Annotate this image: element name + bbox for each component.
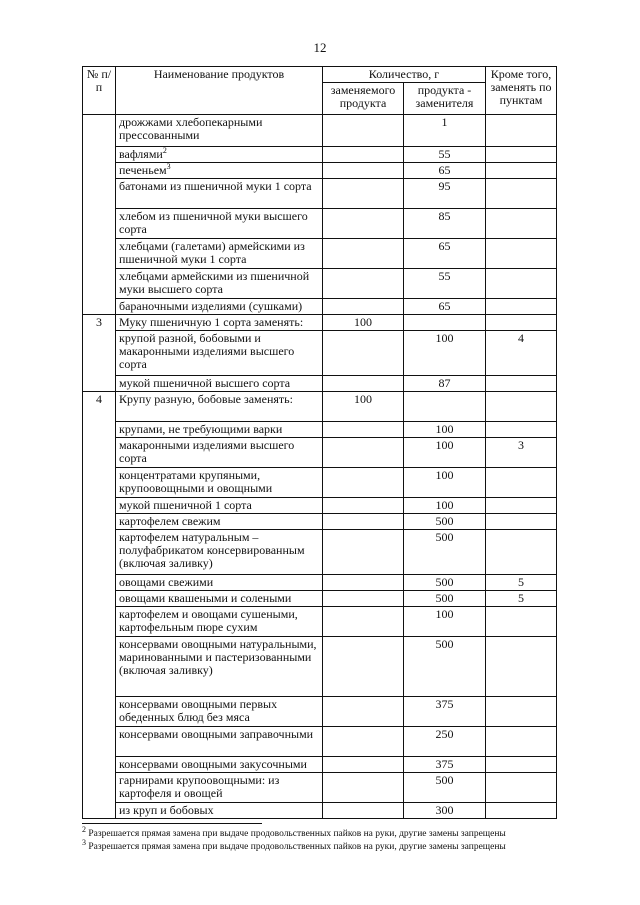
cell-substitute: 500 [404,591,486,607]
cell-besides [486,757,557,773]
product-name: консервами овощными закусочными [119,757,307,771]
table-row [83,392,557,422]
table-body [83,115,557,819]
cell-besides [486,315,557,331]
cell-replaced [323,209,404,239]
cell-substitute: 100 [404,468,486,498]
cell-name [116,803,323,819]
product-name: дрожжами хлебопекарными прессованными [119,115,263,142]
cell-replaced [323,530,404,575]
footnote-ref: 3 [166,162,171,171]
table-row [83,299,557,315]
cell-replaced: 100 [323,392,404,422]
cell-substitute: 55 [404,147,486,163]
cell-substitute: 375 [404,697,486,727]
cell-replaced [323,607,404,637]
cell-name [116,498,323,514]
header-besides: Кроме того, заменять по пунктам [486,67,557,115]
cell-substitute: 65 [404,299,486,315]
cell-besides [486,239,557,269]
cell-replaced [323,269,404,299]
cell-name [116,147,323,163]
header-name: Наименование продуктов [116,67,323,115]
table-row [83,498,557,514]
product-name: концентратами крупяными, крупоовощными и овощными [119,468,273,495]
cell-substitute: 65 [404,239,486,269]
cell-besides: 4 [486,331,557,376]
cell-substitute: 500 [404,514,486,530]
cell-besides: 3 [486,438,557,468]
cell-substitute: 55 [404,269,486,299]
cell-besides [486,803,557,819]
table-row [83,591,557,607]
cell-name [116,422,323,438]
cell-name [116,376,323,392]
cell-substitute [404,392,486,422]
cell-name [116,299,323,315]
cell-replaced [323,697,404,727]
header-substitute: продукта - заменителя [404,83,486,115]
table-row [83,530,557,575]
cell-besides [486,637,557,697]
product-name: печеньем [119,163,167,177]
cell-name [116,468,323,498]
table-row [83,422,557,438]
cell-replaced [323,591,404,607]
table-row [83,773,557,803]
cell-besides [486,209,557,239]
cell-substitute: 500 [404,575,486,591]
cell-replaced [323,514,404,530]
cell-name [116,331,323,376]
cell-substitute: 85 [404,209,486,239]
header-replaced: заменяемого продукта [323,83,404,115]
cell-replaced [323,422,404,438]
table-row [83,147,557,163]
cell-substitute: 500 [404,773,486,803]
product-name: бараночными изделиями (сушками) [119,299,303,313]
cell-replaced [323,299,404,315]
cell-substitute: 300 [404,803,486,819]
cell-no [83,115,116,315]
table-row [83,727,557,757]
cell-replaced [323,376,404,392]
cell-besides [486,299,557,315]
cell-replaced [323,727,404,757]
cell-besides: 5 [486,591,557,607]
cell-replaced [323,575,404,591]
cell-substitute: 100 [404,331,486,376]
cell-besides [486,498,557,514]
product-name: консервами овощными первых обеденных блюд без мяса [119,697,278,724]
table-row [83,514,557,530]
cell-besides [486,376,557,392]
cell-substitute: 500 [404,637,486,697]
cell-replaced: 100 [323,315,404,331]
table-row [83,239,557,269]
product-name: картофелем натуральным – полуфабрикатом консервированным (включая заливку) [119,530,305,570]
product-name: хлебом из пшеничной муки высшего сорта [119,209,308,236]
cell-substitute: 100 [404,422,486,438]
product-name: картофелем и овощами сушеными, картофельным пюре сухим [119,607,298,634]
cell-replaced [323,438,404,468]
cell-besides [486,727,557,757]
table-row [83,757,557,773]
cell-name [116,438,323,468]
cell-substitute: 95 [404,179,486,209]
table-row [83,468,557,498]
table-row [83,697,557,727]
cell-name [116,115,323,147]
cell-replaced [323,803,404,819]
cell-name [116,269,323,299]
cell-name [116,575,323,591]
cell-name [116,637,323,697]
cell-substitute: 87 [404,376,486,392]
product-name: крупами, не требующими варки [119,422,283,436]
footnote-text: Разрешается прямая замена при выдаче продовольственных пайков на руки, другие замены запрещены [88,829,506,839]
table-row [83,331,557,376]
cell-name [116,773,323,803]
cell-besides [486,697,557,727]
cell-besides [486,607,557,637]
header-quantity: Количество, г [323,67,486,83]
cell-besides [486,422,557,438]
substitution-table [82,66,557,819]
footnote-text: Разрешается прямая замена при выдаче продовольственных пайков на руки, другие замены запрещены [88,842,506,852]
product-name: овощами квашеными и солеными [119,591,292,605]
cell-replaced [323,147,404,163]
cell-besides [486,514,557,530]
cell-name [116,607,323,637]
product-name: хлебцами армейскими из пшеничной муки высшего сорта [119,269,310,296]
table-header [83,67,557,115]
table-row [83,115,557,147]
table-row [83,376,557,392]
table-row [83,607,557,637]
cell-substitute: 500 [404,530,486,575]
table-row [83,438,557,468]
cell-name [116,315,323,331]
product-name: макаронными изделиями высшего сорта [119,438,295,465]
cell-name [116,179,323,209]
cell-besides [486,147,557,163]
cell-replaced [323,637,404,697]
cell-besides: 5 [486,575,557,591]
cell-name [116,209,323,239]
table-row [83,637,557,697]
footnote-3 [82,837,602,854]
product-name: крупой разной, бобовыми и макаронными изделиями высшего сорта [119,331,295,371]
footnote-divider [82,823,262,824]
cell-replaced [323,773,404,803]
cell-name [116,530,323,575]
footnote-mark: 2 [82,824,86,834]
cell-besides [486,163,557,179]
footnote-mark: 3 [82,837,86,847]
cell-name [116,697,323,727]
table-row [83,209,557,239]
table-row [83,163,557,179]
product-name: овощами свежими [119,575,214,589]
table-row [83,269,557,299]
product-name: хлебцами (галетами) армейскими из пшеничной муки 1 сорта [119,239,305,266]
product-name: Крупу разную, бобовые заменять: [119,392,293,406]
cell-besides [486,530,557,575]
cell-name [116,514,323,530]
cell-replaced [323,498,404,514]
cell-substitute: 65 [404,163,486,179]
cell-name [116,163,323,179]
cell-replaced [323,757,404,773]
table-row [83,575,557,591]
cell-besides [486,115,557,147]
cell-replaced [323,115,404,147]
footnotes [82,823,602,854]
cell-replaced [323,163,404,179]
header-no: № п/п [83,67,116,115]
product-name: картофелем свежим [119,514,221,528]
cell-name [116,392,323,422]
cell-substitute [404,315,486,331]
cell-substitute: 100 [404,498,486,514]
cell-besides [486,269,557,299]
cell-substitute: 100 [404,438,486,468]
cell-replaced [323,179,404,209]
cell-substitute: 1 [404,115,486,147]
page-number: 12 [313,40,327,55]
table-row [83,803,557,819]
product-name: вафлями [119,147,163,161]
product-name: Муку пшеничную 1 сорта заменять: [119,315,304,329]
product-name: мукой пшеничной 1 сорта [119,498,252,512]
cell-replaced [323,331,404,376]
cell-name [116,591,323,607]
cell-substitute: 250 [404,727,486,757]
table-row [83,179,557,209]
cell-name [116,239,323,269]
cell-besides [486,179,557,209]
cell-no: 3 [83,315,116,392]
cell-name [116,757,323,773]
product-name: консервами овощными натуральными, маринованными и пастеризованными (включая заливку) [119,637,317,677]
footnote-2 [82,824,602,841]
footnote-ref: 2 [162,146,167,155]
product-name: консервами овощными заправочными [119,727,314,741]
cell-no: 4 [83,392,116,819]
product-name: гарнирами крупоовощными: из картофеля и овощей [119,773,280,800]
product-name: мукой пшеничной высшего сорта [119,376,291,390]
cell-replaced [323,468,404,498]
cell-substitute: 100 [404,607,486,637]
cell-besides [486,468,557,498]
product-name: батонами из пшеничной муки 1 сорта [119,179,312,193]
cell-besides [486,773,557,803]
cell-replaced [323,239,404,269]
cell-substitute: 375 [404,757,486,773]
table-row [83,315,557,331]
cell-name [116,727,323,757]
cell-besides [486,392,557,422]
product-name: из круп и бобовых [119,803,214,817]
